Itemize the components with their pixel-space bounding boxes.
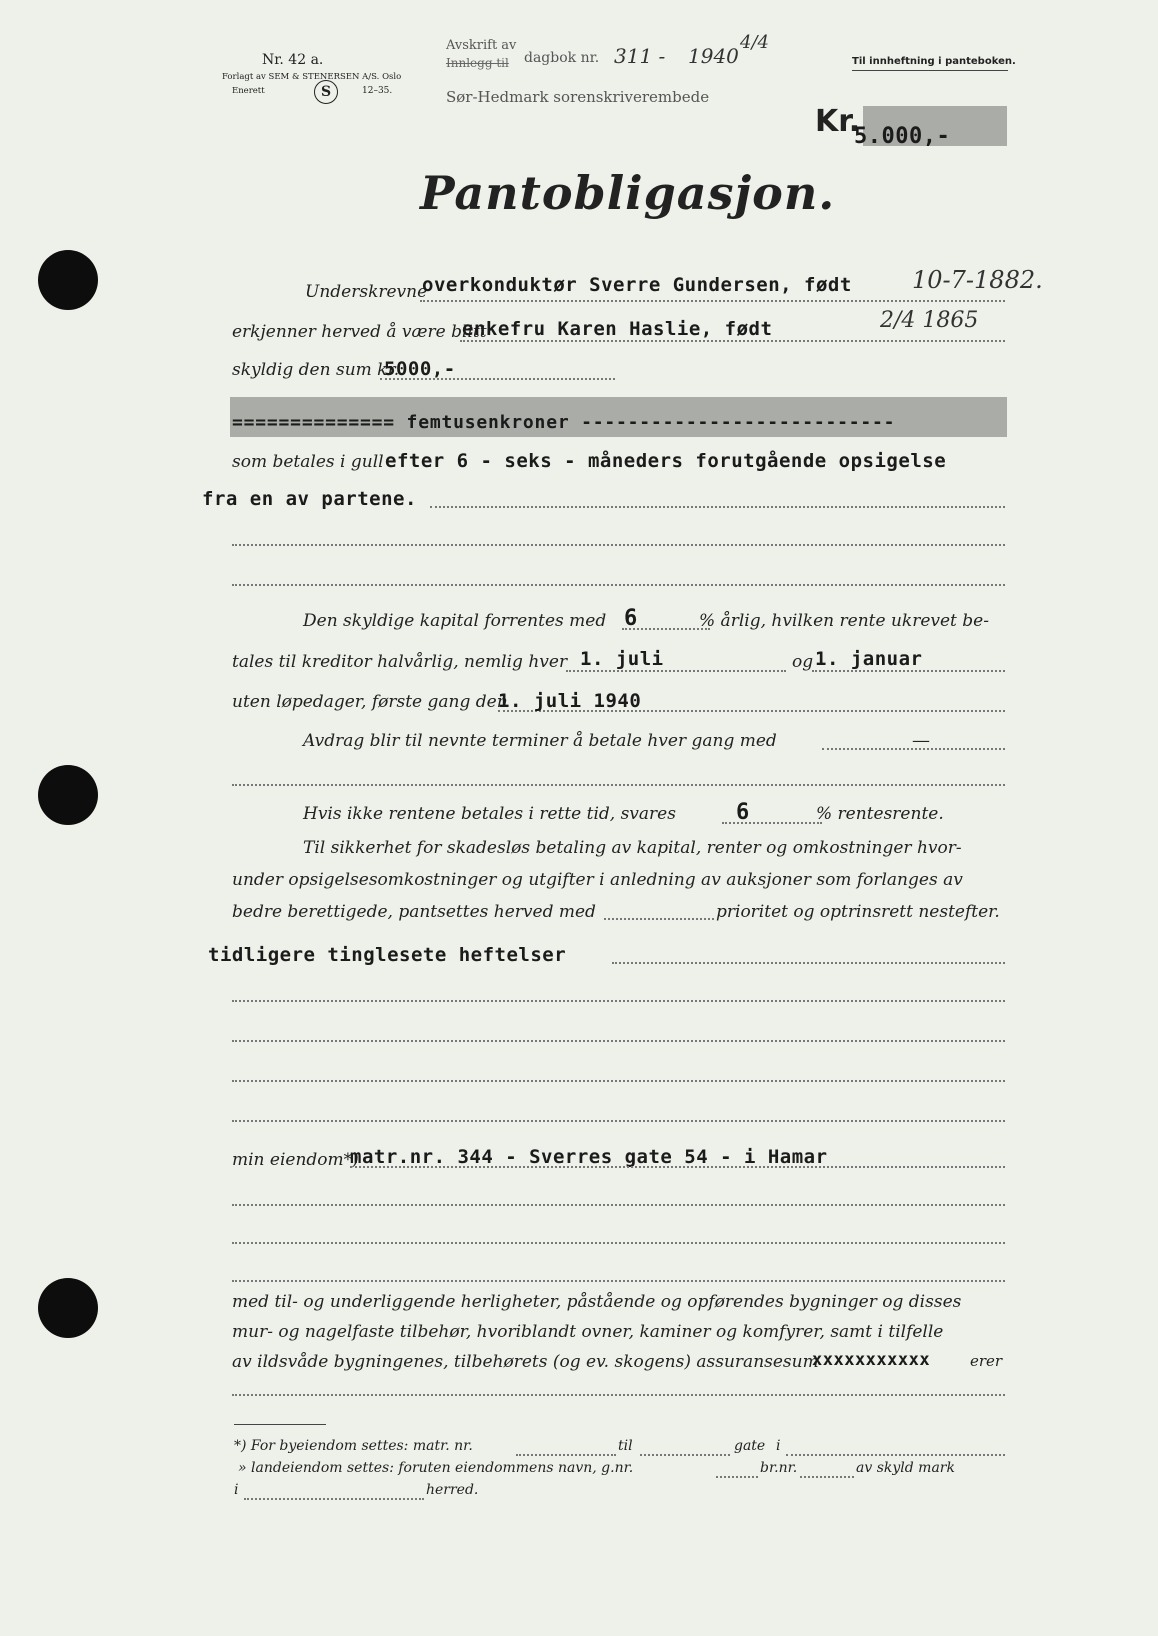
installment-label: Avdrag blir til nevnte terminer å betale hver gang med xyxy=(303,731,777,751)
footnote-line-1a: *) For byeiendom settes: matr. nr. xyxy=(234,1438,473,1454)
punch-hole-middle xyxy=(38,765,98,825)
dotted-line xyxy=(232,1040,1005,1042)
page-title: Pantobligasjon. xyxy=(420,166,836,220)
publisher-logo-icon: S xyxy=(314,80,338,104)
interest-rate: 6 xyxy=(624,606,638,631)
office-name: Sør-Hedmark sorenskriverembede xyxy=(446,88,710,106)
term-first: 1. juli xyxy=(580,648,664,670)
dotted-line xyxy=(232,544,1005,546)
security-text-2: under opsigelsesomkostninger og utgifter i anledning av auksjoner som forlanges av xyxy=(232,870,963,890)
first-date-value: 1. juli 1940 xyxy=(498,690,642,712)
crossed-label: Innlegg til xyxy=(446,56,509,70)
first-date-label: uten løpedager, første gang den xyxy=(232,692,508,712)
payable-value-continued: fra en av partene. xyxy=(202,488,417,510)
default-interest-label: Hvis ikke rentene betales i rette tid, svares xyxy=(303,804,676,824)
dotted-line xyxy=(232,1204,1005,1206)
dotted-line xyxy=(716,1476,758,1478)
dotted-line xyxy=(232,1242,1005,1244)
footnote-line-3a: i xyxy=(234,1482,239,1498)
words-amount: ============== femtusenkroner --------------------------- xyxy=(232,412,896,433)
binding-note-underline xyxy=(852,70,1008,71)
closing-end: erer xyxy=(970,1352,1003,1370)
installment-value: — xyxy=(912,730,930,751)
property-label: min eiendom*) xyxy=(232,1150,359,1170)
closing-text-1: med til- og underliggende herligheter, påstående og opførendes bygninger og disses xyxy=(232,1292,962,1312)
terms-and: og xyxy=(792,652,814,672)
publisher-date: 12–35. xyxy=(362,86,393,96)
dotted-line xyxy=(640,1454,730,1456)
dotted-line xyxy=(566,670,786,672)
dotted-line xyxy=(812,670,1005,672)
acknowledge-value: enkefru Karen Haslie, født xyxy=(462,318,773,340)
closing-text-2: mur- og nagelfaste tilbehør, hvoriblandt ovner, kaminer og komfyrer, samt i tilfelle xyxy=(232,1322,944,1342)
dotted-line xyxy=(604,918,714,920)
dotted-line xyxy=(232,1394,1005,1396)
payable-label: som betales i gull xyxy=(232,452,384,472)
interest-rest: % årlig, hvilken rente ukrevet be- xyxy=(699,611,989,631)
binding-note: Til innheftning i panteboken. xyxy=(852,56,1016,67)
prior-encumbrances: tidligere tinglesete heftelser xyxy=(208,944,567,966)
amount-value: 5.000,- xyxy=(854,124,951,149)
dotted-line xyxy=(800,1476,854,1478)
dotted-line xyxy=(232,584,1005,586)
publisher-line: Forlagt av SEM & STENERSEN A/S. Oslo xyxy=(222,72,402,82)
punch-hole-top xyxy=(38,250,98,310)
footnote-line-1c: gate xyxy=(734,1438,766,1454)
abstract-label: Avskrift av xyxy=(446,38,517,53)
form-number: Nr. 42 a. xyxy=(262,52,324,68)
dotted-line xyxy=(612,962,1005,964)
dotted-line xyxy=(516,1454,616,1456)
dotted-line xyxy=(350,1166,1005,1168)
dotted-line xyxy=(786,1454,1005,1456)
journal-number: 311 - xyxy=(614,44,666,68)
punch-hole-bottom xyxy=(38,1278,98,1338)
owed-value: 5000,- xyxy=(384,358,456,380)
undersigned-value: overkonduktør Sverre Gundersen, født xyxy=(422,274,852,296)
footnote-line-2a: » landeiendom settes: foruten eiendommens navn, g.nr. xyxy=(238,1460,634,1476)
interest-label: Den skyldige kapital forrentes med xyxy=(303,611,607,631)
dotted-line xyxy=(232,784,1005,786)
journal-date: 4/4 xyxy=(740,32,769,53)
acknowledge-label: erkjenner herved å være blitt xyxy=(232,322,487,342)
footnote-line-1d: i xyxy=(776,1438,781,1454)
security-text-3-label: bedre berettigede, pantsettes herved med xyxy=(232,902,596,922)
footnote-rule xyxy=(234,1424,326,1425)
dotted-line xyxy=(430,506,1005,508)
dotted-line xyxy=(232,1280,1005,1282)
journal-year: 1940 xyxy=(688,44,739,68)
dotted-line xyxy=(460,340,1005,342)
owed-label: skyldig den sum kr. xyxy=(232,360,400,380)
publisher-enerett: Enerett xyxy=(232,86,265,96)
footnote-line-2c: av skyld mark xyxy=(856,1460,955,1476)
default-interest-rate: 6 xyxy=(736,800,750,825)
security-text-1: Til sikkerhet for skadesløs betaling av kapital, renter og omkostninger hvor- xyxy=(303,838,962,858)
closing-strikeout: xxxxxxxxxxx xyxy=(812,1350,931,1370)
undersigned-label: Underskrevne xyxy=(305,282,428,302)
amount-label: Kr. xyxy=(815,104,861,139)
footnote-line-1b: til xyxy=(618,1438,633,1454)
property-value: matr.nr. 344 - Sverres gate 54 - i Hamar xyxy=(350,1146,828,1168)
dotted-line xyxy=(420,300,1005,302)
closing-text-3: av ildsvåde bygningenes, tilbehørets (og ev. skogens) assuransesum xyxy=(232,1352,819,1372)
undersigned-born: 10-7-1882. xyxy=(912,266,1043,294)
term-second: 1. januar xyxy=(815,648,923,670)
footnote-line-3b: herred. xyxy=(426,1482,479,1498)
dotted-line xyxy=(232,1000,1005,1002)
journal-label: dagbok nr. xyxy=(524,50,600,66)
dotted-line xyxy=(232,1120,1005,1122)
dotted-line xyxy=(232,1080,1005,1082)
terms-label: tales til kreditor halvårlig, nemlig hver xyxy=(232,652,568,672)
footnote-line-2b: br.nr. xyxy=(760,1460,798,1476)
payable-value: efter 6 - seks - måneders forutgående opsigelse xyxy=(385,450,947,472)
acknowledge-born: 2/4 1865 xyxy=(880,308,979,333)
default-interest-rest: % rentesrente. xyxy=(816,804,944,824)
security-text-3-rest: prioritet og optrinsrett nestefter. xyxy=(716,902,1000,922)
dotted-line xyxy=(244,1498,424,1500)
